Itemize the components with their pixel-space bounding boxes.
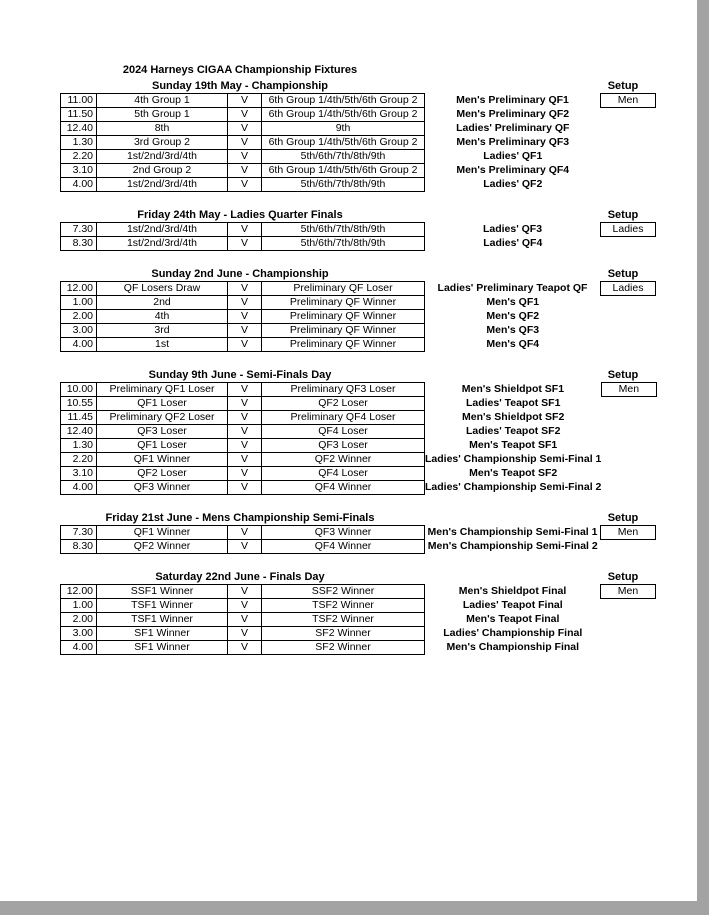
time-cell: 4.00 [61, 338, 97, 352]
setup-box: Ladies [601, 223, 656, 237]
time-cell: 3.10 [61, 164, 97, 178]
section-heading: Sunday 9th June - Semi-Finals Day [148, 369, 332, 381]
home-team-cell: 5th Group 1 [97, 108, 228, 122]
fixture-row [61, 282, 656, 296]
versus-cell: V [228, 526, 262, 540]
setup-box-empty [601, 136, 656, 150]
match-label: Men's Shieldpot SF2 [462, 411, 565, 423]
time-cell: 10.55 [61, 397, 97, 411]
versus-cell: V [228, 599, 262, 613]
heading-spacer [420, 208, 595, 222]
away-team-cell: Preliminary QF Winner [262, 296, 425, 310]
fixtures-table [60, 281, 656, 352]
away-team-cell: SF2 Winner [262, 627, 425, 641]
versus-cell: V [228, 585, 262, 599]
home-team-cell: QF1 Loser [97, 397, 228, 411]
match-label: Men's Teapot SF1 [469, 439, 558, 451]
away-team-cell: QF4 Winner [262, 481, 425, 495]
time-cell: 4.00 [61, 481, 97, 495]
home-team-cell: SF1 Winner [97, 627, 228, 641]
versus-cell: V [228, 613, 262, 627]
match-label: Ladies' QF1 [483, 150, 543, 162]
section-heading: Sunday 2nd June - Championship [151, 268, 329, 280]
match-label: Men's Shieldpot Final [458, 585, 567, 597]
fixture-row [61, 467, 657, 481]
fixtures-table [60, 584, 656, 655]
time-cell: 2.00 [61, 310, 97, 324]
fixture-row [61, 453, 657, 467]
fixture-row [61, 599, 656, 613]
setup-box-empty [601, 164, 656, 178]
versus-cell: V [228, 338, 262, 352]
away-team-cell: SSF2 Winner [262, 585, 425, 599]
section-heading-row [60, 208, 697, 222]
home-team-cell: SSF1 Winner [97, 585, 228, 599]
time-cell: 1.30 [61, 136, 97, 150]
setup-box-empty [601, 453, 656, 467]
home-team-cell: QF1 Loser [97, 439, 228, 453]
section-heading-row [60, 267, 697, 281]
fixtures-table [60, 93, 656, 192]
heading-spacer [420, 368, 595, 382]
versus-cell: V [228, 383, 262, 397]
away-team-cell: Preliminary QF Winner [262, 310, 425, 324]
home-team-cell: SF1 Winner [97, 641, 228, 655]
home-team-cell: 4th Group 1 [97, 94, 228, 108]
home-team-cell: QF2 Loser [97, 467, 228, 481]
time-cell: 4.00 [61, 178, 97, 192]
setup-box-empty [601, 411, 656, 425]
match-label: Ladies' QF4 [483, 237, 543, 249]
setup-column-header: Setup [607, 268, 639, 280]
home-team-cell: QF1 Winner [97, 526, 228, 540]
setup-box: Ladies [601, 282, 656, 296]
fixture-row [61, 178, 656, 192]
setup-box-empty [601, 324, 656, 338]
fixture-row [61, 585, 656, 599]
section-heading: Sunday 19th May - Championship [151, 80, 329, 92]
versus-cell: V [228, 282, 262, 296]
away-team-cell: 5th/6th/7th/8th/9th [262, 150, 425, 164]
time-cell: 12.40 [61, 425, 97, 439]
setup-box-empty [601, 627, 656, 641]
section-heading: Saturday 22nd June - Finals Day [155, 571, 325, 583]
versus-cell: V [228, 641, 262, 655]
fixture-row [61, 411, 657, 425]
fixture-row [61, 439, 657, 453]
setup-box-empty [601, 439, 656, 453]
away-team-cell: 6th Group 1/4th/5th/6th Group 2 [262, 108, 425, 122]
setup-box-empty [601, 178, 656, 192]
time-cell: 3.10 [61, 467, 97, 481]
away-team-cell: QF3 Winner [262, 526, 425, 540]
versus-cell: V [228, 310, 262, 324]
home-team-cell: QF3 Winner [97, 481, 228, 495]
heading-spacer [420, 570, 595, 584]
fixture-row [61, 526, 656, 540]
section-heading-row [60, 79, 697, 93]
time-cell: 12.40 [61, 122, 97, 136]
time-cell: 8.30 [61, 540, 97, 554]
home-team-cell: QF3 Loser [97, 425, 228, 439]
away-team-cell: Preliminary QF Loser [262, 282, 425, 296]
home-team-cell: 1st [97, 338, 228, 352]
setup-box-empty [601, 599, 656, 613]
home-team-cell: 2nd Group 2 [97, 164, 228, 178]
setup-box: Men [601, 94, 656, 108]
time-cell: 1.30 [61, 439, 97, 453]
setup-box-empty [601, 122, 656, 136]
home-team-cell: 1st/2nd/3rd/4th [97, 150, 228, 164]
setup-box-empty [601, 150, 656, 164]
match-label: Men's Championship Semi-Final 1 [427, 526, 598, 538]
away-team-cell: Preliminary QF3 Loser [262, 383, 425, 397]
match-label: Men's Championship Final [446, 641, 580, 653]
home-team-cell: 2nd [97, 296, 228, 310]
time-cell: 7.30 [61, 223, 97, 237]
versus-cell: V [228, 122, 262, 136]
versus-cell: V [228, 540, 262, 554]
fixture-row [61, 338, 656, 352]
setup-box-empty [601, 425, 656, 439]
time-cell: 11.45 [61, 411, 97, 425]
match-label: Men's Teapot Final [466, 613, 560, 625]
away-team-cell: 6th Group 1/4th/5th/6th Group 2 [262, 164, 425, 178]
fixture-row [61, 296, 656, 310]
match-label: Men's Preliminary QF4 [456, 164, 570, 176]
match-label: Men's QF3 [486, 324, 540, 336]
versus-cell: V [228, 397, 262, 411]
fixture-row [61, 136, 656, 150]
fixture-row [61, 540, 656, 554]
versus-cell: V [228, 94, 262, 108]
match-label: Men's QF1 [486, 296, 540, 308]
home-team-cell: Preliminary QF2 Loser [97, 411, 228, 425]
match-label: Ladies' Championship Semi-Final 2 [425, 481, 602, 493]
setup-box-empty [601, 613, 656, 627]
match-label: Ladies' Preliminary QF [456, 122, 570, 134]
away-team-cell: QF4 Loser [262, 425, 425, 439]
setup-box-empty [601, 467, 656, 481]
heading-spacer [420, 79, 595, 93]
setup-column-header: Setup [607, 571, 639, 583]
time-cell: 4.00 [61, 641, 97, 655]
away-team-cell: TSF2 Winner [262, 613, 425, 627]
setup-box-empty [601, 296, 656, 310]
fixture-row [61, 94, 656, 108]
versus-cell: V [228, 467, 262, 481]
versus-cell: V [228, 411, 262, 425]
time-cell: 2.20 [61, 150, 97, 164]
away-team-cell: Preliminary QF Winner [262, 324, 425, 338]
fixture-row [61, 108, 656, 122]
fixture-row [61, 425, 657, 439]
away-team-cell: QF2 Loser [262, 397, 425, 411]
setup-box-empty [601, 481, 656, 495]
match-label: Ladies' Teapot SF1 [465, 397, 561, 409]
time-cell: 11.50 [61, 108, 97, 122]
fixture-row [61, 237, 656, 251]
away-team-cell: 5th/6th/7th/8th/9th [262, 178, 425, 192]
versus-cell: V [228, 439, 262, 453]
versus-cell: V [228, 164, 262, 178]
setup-column-header: Setup [607, 369, 639, 381]
home-team-cell: TSF1 Winner [97, 599, 228, 613]
fixture-row [61, 150, 656, 164]
time-cell: 2.00 [61, 613, 97, 627]
away-team-cell: QF4 Winner [262, 540, 425, 554]
match-label: Men's QF4 [486, 338, 540, 350]
section-heading-row [60, 570, 697, 584]
time-cell: 2.20 [61, 453, 97, 467]
away-team-cell: Preliminary QF Winner [262, 338, 425, 352]
away-team-cell: QF4 Loser [262, 467, 425, 481]
setup-box-empty [601, 338, 656, 352]
away-team-cell: QF2 Winner [262, 453, 425, 467]
fixture-row [61, 641, 656, 655]
section-heading: Friday 24th May - Ladies Quarter Finals [137, 209, 343, 221]
match-label: Men's Teapot SF2 [469, 467, 558, 479]
setup-box: Men [601, 383, 656, 397]
away-team-cell: TSF2 Winner [262, 599, 425, 613]
versus-cell: V [228, 178, 262, 192]
section-heading: Friday 21st June - Mens Championship Semi-Finals [105, 512, 375, 524]
fixture-section [0, 267, 697, 352]
away-team-cell: Preliminary QF4 Loser [262, 411, 425, 425]
match-label: Ladies' Championship Semi-Final 1 [425, 453, 602, 465]
home-team-cell: 8th [97, 122, 228, 136]
fixtures-table [60, 222, 656, 251]
fixture-section [0, 79, 697, 192]
section-heading-row [60, 368, 697, 382]
fixture-row [61, 223, 656, 237]
section-heading-row [60, 511, 697, 525]
setup-box-empty [601, 310, 656, 324]
home-team-cell: 4th [97, 310, 228, 324]
versus-cell: V [228, 627, 262, 641]
match-label: Ladies' Championship Final [443, 627, 583, 639]
heading-spacer [420, 267, 595, 281]
setup-box: Men [601, 585, 656, 599]
setup-box-empty [601, 397, 656, 411]
away-team-cell: 5th/6th/7th/8th/9th [262, 223, 425, 237]
away-team-cell: 5th/6th/7th/8th/9th [262, 237, 425, 251]
time-cell: 8.30 [61, 237, 97, 251]
setup-column-header: Setup [607, 80, 639, 92]
fixture-row [61, 613, 656, 627]
time-cell: 3.00 [61, 324, 97, 338]
home-team-cell: 3rd [97, 324, 228, 338]
versus-cell: V [228, 150, 262, 164]
home-team-cell: QF1 Winner [97, 453, 228, 467]
fixture-section [0, 511, 697, 554]
fixtures-table [60, 382, 657, 495]
versus-cell: V [228, 481, 262, 495]
home-team-cell: 1st/2nd/3rd/4th [97, 178, 228, 192]
match-label: Men's Championship Semi-Final 2 [427, 540, 598, 552]
match-label: Men's Preliminary QF2 [456, 108, 570, 120]
versus-cell: V [228, 136, 262, 150]
home-team-cell: QF2 Winner [97, 540, 228, 554]
away-team-cell: QF3 Loser [262, 439, 425, 453]
fixture-row [61, 481, 657, 495]
setup-box: Men [601, 526, 656, 540]
away-team-cell: 6th Group 1/4th/5th/6th Group 2 [262, 136, 425, 150]
match-label: Ladies' QF2 [483, 178, 543, 190]
time-cell: 1.00 [61, 296, 97, 310]
versus-cell: V [228, 223, 262, 237]
fixture-row [61, 122, 656, 136]
match-label: Men's Preliminary QF3 [456, 136, 570, 148]
versus-cell: V [228, 425, 262, 439]
setup-box-empty [601, 237, 656, 251]
match-label: Ladies' Teapot SF2 [465, 425, 561, 437]
versus-cell: V [228, 324, 262, 338]
home-team-cell: TSF1 Winner [97, 613, 228, 627]
match-label: Men's Preliminary QF1 [456, 94, 569, 106]
time-cell: 1.00 [61, 599, 97, 613]
fixture-section [0, 368, 697, 495]
versus-cell: V [228, 453, 262, 467]
page-title: 2024 Harneys CIGAA Championship Fixtures [122, 64, 358, 76]
fixture-section [0, 570, 697, 655]
setup-box-empty [601, 540, 656, 554]
time-cell: 3.00 [61, 627, 97, 641]
setup-column-header: Setup [607, 209, 639, 221]
home-team-cell: 1st/2nd/3rd/4th [97, 223, 228, 237]
fixture-section [0, 208, 697, 251]
home-team-cell: QF Losers Draw [97, 282, 228, 296]
fixture-row [61, 383, 657, 397]
time-cell: 11.00 [61, 94, 97, 108]
fixture-row [61, 324, 656, 338]
home-team-cell: Preliminary QF1 Loser [97, 383, 228, 397]
fixtures-table [60, 525, 656, 554]
match-label: Ladies' QF3 [482, 223, 543, 235]
versus-cell: V [228, 237, 262, 251]
fixture-row [61, 310, 656, 324]
setup-box-empty [601, 641, 656, 655]
time-cell: 10.00 [61, 383, 97, 397]
time-cell: 12.00 [61, 585, 97, 599]
home-team-cell: 1st/2nd/3rd/4th [97, 237, 228, 251]
home-team-cell: 3rd Group 2 [97, 136, 228, 150]
match-label: Ladies' Teapot Final [462, 599, 563, 611]
away-team-cell: 6th Group 1/4th/5th/6th Group 2 [262, 94, 425, 108]
versus-cell: V [228, 296, 262, 310]
match-label: Ladies' Preliminary Teapot QF [437, 282, 588, 294]
time-cell: 12.00 [61, 282, 97, 296]
fixture-row [61, 164, 656, 178]
fixture-row [61, 627, 656, 641]
heading-spacer [420, 511, 595, 525]
away-team-cell: 9th [262, 122, 425, 136]
setup-box-empty [601, 108, 656, 122]
match-label: Men's Shieldpot SF1 [461, 383, 565, 395]
time-cell: 7.30 [61, 526, 97, 540]
fixture-row [61, 397, 657, 411]
setup-column-header: Setup [607, 512, 639, 524]
away-team-cell: SF2 Winner [262, 641, 425, 655]
versus-cell: V [228, 108, 262, 122]
match-label: Men's QF2 [486, 310, 540, 322]
fixtures-sections [0, 79, 697, 655]
